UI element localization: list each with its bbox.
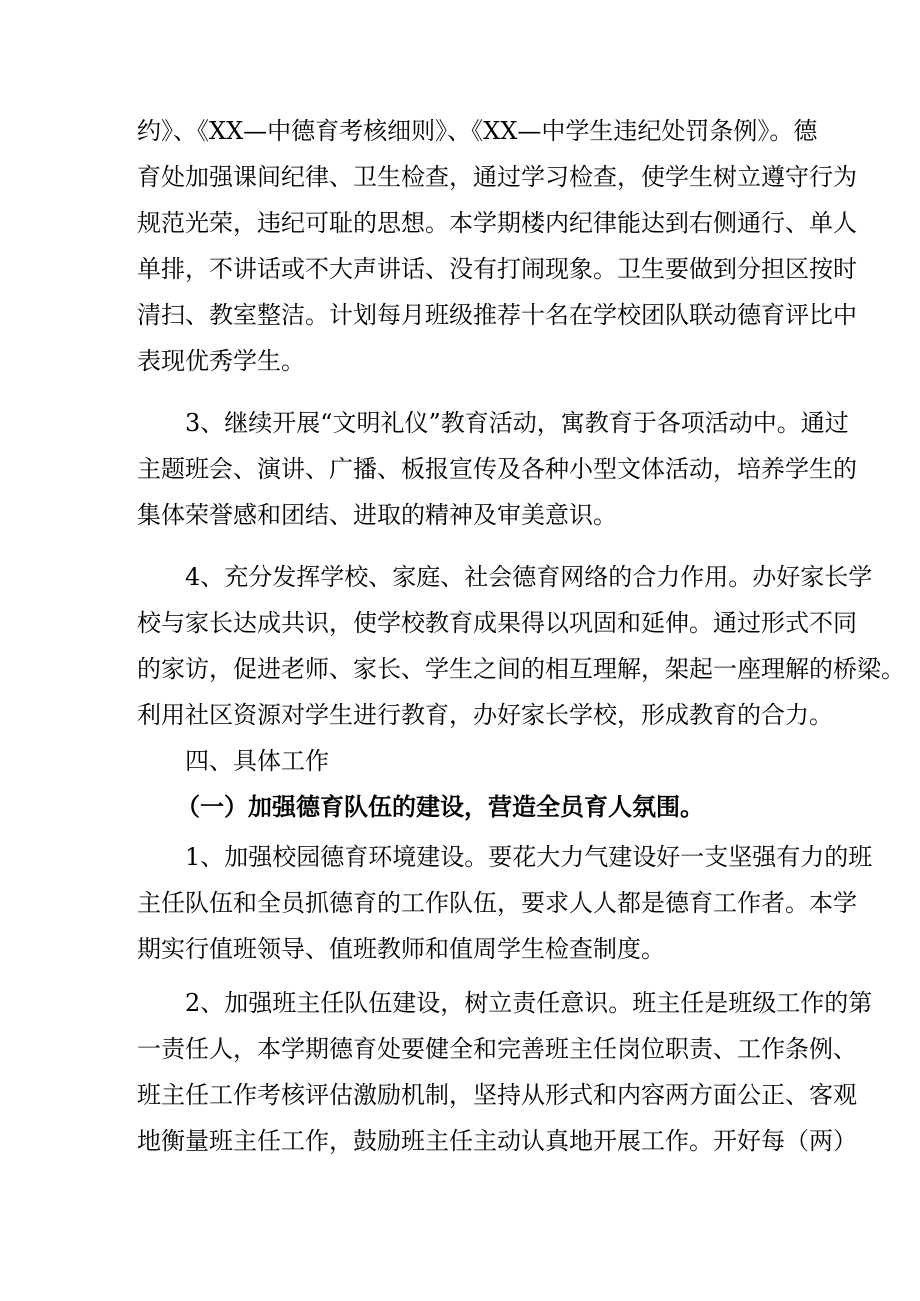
text-line: 规范光荣，违纪可耻的思想。本学期楼内纪律能达到右侧通行、单人 [137,209,857,237]
text-line: 主题班会、演讲、广播、板报宣传及各种小型文体活动，培养学生的 [137,455,857,483]
text-line: 校与家长达成共识，使学校教育成果得以巩固和延伸。通过形式不同 [137,609,857,637]
text-line: 班主任工作考核评估激励机制，坚持从形式和内容两方面公正、客观 [137,1081,857,1109]
text-line: 单排，不讲话或不大声讲话、没有打闹现象。卫生要做到分担区按时 [137,255,857,283]
text-line: 地衡量班主任工作，鼓励班主任主动认真地开展工作。开好每（两） [137,1127,857,1155]
text-line: 2、加强班主任队伍建设，树立责任意识。班主任是班级工作的第 [185,989,873,1017]
text-line: 集体荣誉感和团结、进取的精神及审美意识。 [137,501,617,529]
text-line: 约》、《XX—中德育考核细则》、《XX—中学生违纪处罚条例》。德 [137,117,818,145]
text-line: 表现优秀学生。 [137,347,305,375]
text-line: 的家访，促进老师、家长、学生之间的相互理解，架起一座理解的桥梁。 [137,655,905,683]
text-line: 一责任人，本学期德育处要健全和完善班主任岗位职责、工作条例、 [137,1035,857,1063]
text-line: 4、充分发挥学校、家庭、社会德育网络的合力作用。办好家长学 [185,563,873,591]
text-line: 育处加强课间纪律、卫生检查，通过学习检查，使学生树立遵守行为 [137,163,857,191]
text-line: 期实行值班领导、值班教师和值周学生检查制度。 [137,935,665,963]
text-line: 清扫、教室整洁。计划每月班级推荐十名在学校团队联动德育评比中 [137,301,857,329]
text-line: 3、继续开展“文明礼仪”教育活动，寓教育于各项活动中。通过 [185,409,849,437]
text-line: 1、加强校园德育环境建设。要花大力气建设好一支坚强有力的班 [185,843,873,871]
text-line: 利用社区资源对学生进行教育，办好家长学校，形成教育的合力。 [137,701,833,729]
subsection-heading: （一）加强德育队伍的建设，营造全员育人氛围。 [176,792,704,821]
text-line: 主任队伍和全员抓德育的工作队伍，要求人人都是德育工作者。本学 [137,889,857,917]
section-heading: 四、具体工作 [185,747,329,775]
